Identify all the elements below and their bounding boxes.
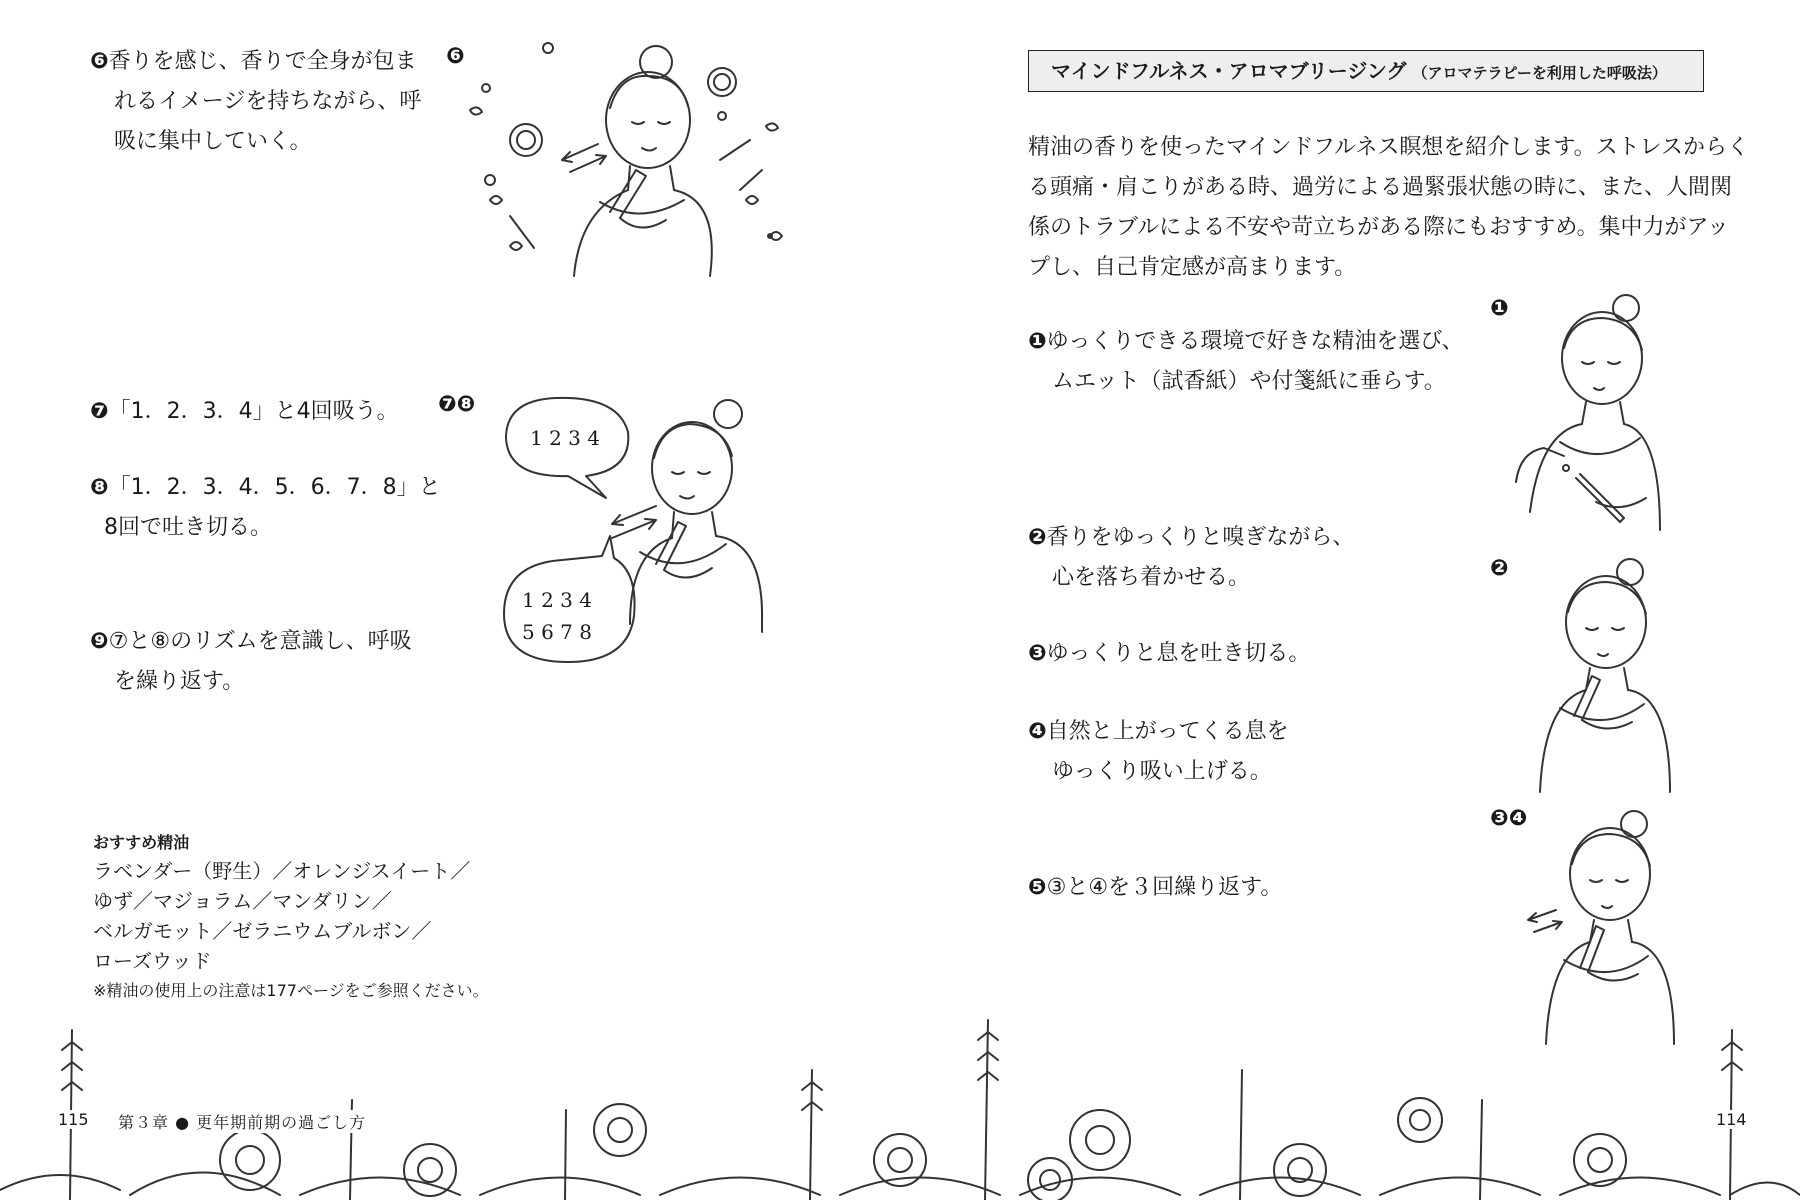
woman-figure-78 <box>630 400 762 632</box>
bubble-top-text: 1 2 3 4 <box>530 426 600 450</box>
oils-heading: おすすめ精油 <box>93 833 190 852</box>
oils-line-3: ベルガモット／ゼラニウムブルボン／ <box>93 919 432 943</box>
step-9-line-2: を繰り返す。 <box>114 669 245 694</box>
section-subtitle: （アロマテラピーを利用した呼吸法） <box>1412 64 1667 82</box>
oils-line-2: ゆず／マジョラム／マンダリン／ <box>93 889 392 913</box>
step-1-number: ❶ <box>1028 329 1047 354</box>
page-number-left: 115 <box>58 1110 89 1129</box>
herb-decorations <box>470 43 782 250</box>
intro-line-3: 係のトラブルによる不安や苛立ちがある際にもおすすめ。集中力がアッ <box>1028 215 1729 240</box>
recommended-oils <box>93 830 489 1006</box>
flower-border <box>0 1010 1800 1200</box>
step-7 <box>90 392 399 432</box>
oils-line-1: ラベンダー（野生）／オレンジスイート／ <box>93 859 471 883</box>
step-5 <box>1028 868 1282 908</box>
step-8-number: ❽ <box>90 475 109 500</box>
step-6-line-3: 吸に集中していく。 <box>114 129 312 154</box>
step-8 <box>90 468 441 548</box>
bubble-bottom-text-2: 5 6 7 8 <box>522 620 592 644</box>
step-2 <box>1028 518 1354 598</box>
intro-line-1: 精油の香りを使ったマインドフルネス瞑想を紹介します。ストレスからく <box>1028 135 1749 160</box>
leaves <box>0 1173 1800 1196</box>
step-6-number: ❻ <box>90 49 109 74</box>
step-4 <box>1028 712 1289 792</box>
step-8-line-2: 8回で吐き切る。 <box>104 515 272 540</box>
step-5-line-1: ③と④を３回繰り返す。 <box>1046 875 1283 900</box>
step-8-line-1: 「1．2．3．4．5．6．7．8」と <box>108 475 441 500</box>
arrows-78 <box>612 506 656 538</box>
oils-line-4: ローズウッド <box>93 949 212 973</box>
section-title-box <box>1028 50 1704 92</box>
step-9-number: ❾ <box>90 629 109 654</box>
chapter-title: 第３章 ● 更年期前期の過ごし方 <box>118 1110 366 1133</box>
section-title: マインドフルネス・アロマブリージング <box>1051 59 1407 83</box>
step-2-line-1: 香りをゆっくりと嗅ぎながら、 <box>1046 525 1355 550</box>
step-1-line-1: ゆっくりできる環境で好きな精油を選び、 <box>1046 329 1464 354</box>
step-6-line-2: れるイメージを持ちながら、呼 <box>114 89 422 114</box>
step-5-number: ❺ <box>1028 875 1047 900</box>
step-4-number: ❹ <box>1028 719 1047 744</box>
figure-2-illustration <box>1520 556 1710 796</box>
page-number-right: 114 <box>1716 1110 1747 1129</box>
step-6-line-1: 香りを感じ、香りで全身が包ま <box>108 49 417 74</box>
step-3 <box>1028 634 1310 674</box>
step-9 <box>90 622 412 702</box>
figure-78-label: ❼❽ <box>438 392 476 417</box>
step-4-line-2: ゆっくり吸い上げる。 <box>1052 759 1272 784</box>
step-3-line-1: ゆっくりと息を吐き切る。 <box>1046 641 1311 666</box>
step-3-number: ❸ <box>1028 641 1047 666</box>
intro-line-4: プし、自己肯定感が高まります。 <box>1028 255 1357 280</box>
bubble-bottom-text-1: 1 2 3 4 <box>522 588 592 612</box>
figure-1-label: ❶ <box>1490 296 1509 321</box>
intro-line-2: る頭痛・肩こりがある時、過労による過緊張状態の時に、また、人間関 <box>1028 175 1733 200</box>
figure-1-illustration <box>1510 292 1710 537</box>
step-7-line-1: 「1．2．3．4」と4回吸う。 <box>108 399 399 424</box>
figure-2-label: ❷ <box>1490 556 1509 581</box>
step-2-line-2: 心を落ち着かせる。 <box>1052 565 1251 590</box>
step-6 <box>90 42 421 162</box>
figure-6-illustration <box>470 40 800 280</box>
step-7-number: ❼ <box>90 399 109 424</box>
figure-34-label: ❸❹ <box>1490 806 1528 831</box>
step-1-line-2: ムエット（試香紙）や付箋紙に垂らす。 <box>1052 369 1446 394</box>
arrows-6 <box>562 144 606 172</box>
figure-6-label: ❻ <box>446 44 465 69</box>
step-2-number: ❷ <box>1028 525 1047 550</box>
oils-note: ※精油の使用上の注意は177ページをご参照ください。 <box>93 981 489 1000</box>
step-1 <box>1028 322 1464 402</box>
step-9-line-1: ⑦と⑧のリズムを意識し、呼吸 <box>108 629 412 654</box>
intro-paragraph <box>1028 128 1749 288</box>
step-4-line-1: 自然と上がってくる息を <box>1046 719 1289 744</box>
